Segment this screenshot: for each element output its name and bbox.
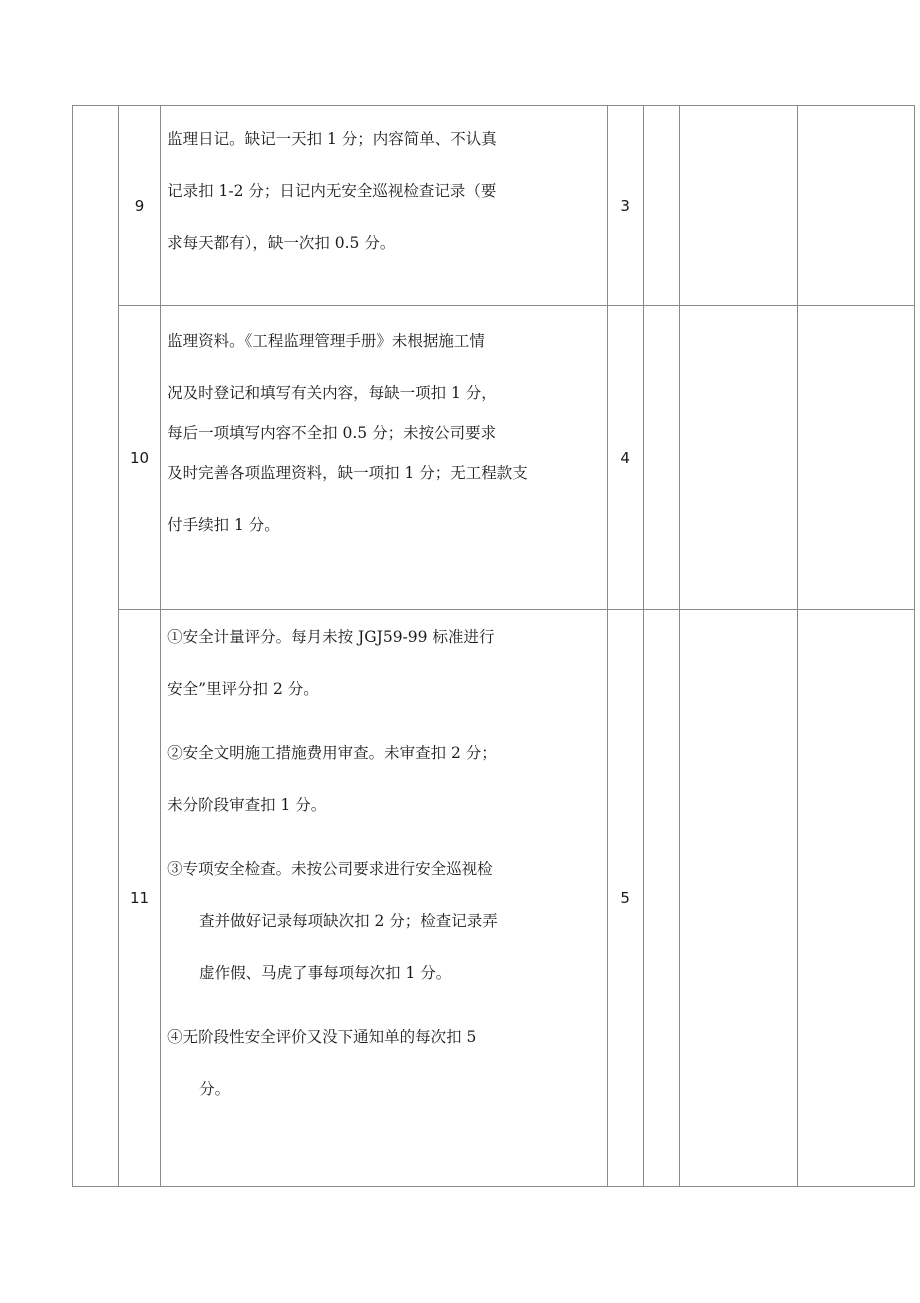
- item-number: 9: [119, 106, 161, 306]
- item-score: 3: [607, 106, 643, 306]
- sub-item: [167, 1024, 601, 1102]
- content-line: 未分阶段审查扣 1 分。: [167, 796, 327, 814]
- blank-cell: [679, 306, 797, 610]
- blank-cell: [797, 106, 914, 306]
- table-row: [73, 306, 915, 610]
- content-line: 每后一项填写内容不全扣 0.5 分；未按公司要求: [167, 424, 497, 442]
- content-line: 求每天都有），缺一次扣 0.5 分。: [167, 234, 396, 252]
- content-line: 安全”里评分扣 2 分。: [167, 680, 319, 698]
- content-line: 监理资料。《工程监理管理手册》未根据施工情: [167, 332, 485, 350]
- content-line: ①安全计量评分。每月未按 JGJ59-99 标准进行: [167, 628, 495, 646]
- content-line: 分。: [199, 1080, 231, 1098]
- blank-cell: [73, 106, 119, 1187]
- sub-item: [167, 740, 601, 818]
- blank-cell: [643, 610, 679, 1187]
- item-content: [161, 106, 608, 306]
- blank-cell: [797, 306, 914, 610]
- sub-item: [167, 856, 601, 986]
- item-number: 10: [119, 306, 161, 610]
- content-line: ②安全文明施工措施费用审查。未审查扣 2 分；: [167, 744, 497, 762]
- content-line: 监理日记。缺记一天扣 1 分；内容简单、不认真: [167, 130, 497, 148]
- sub-item: [167, 624, 601, 702]
- blank-cell: [643, 106, 679, 306]
- blank-cell: [679, 610, 797, 1187]
- item-score: 5: [607, 610, 643, 1187]
- content-line: 及时完善各项监理资料，缺一项扣 1 分；无工程款支: [167, 464, 528, 482]
- content-line: 查并做好记录每项缺次扣 2 分；检查记录弄: [199, 912, 498, 930]
- table-row: [73, 610, 915, 1187]
- blank-cell: [797, 610, 914, 1187]
- item-content: [161, 306, 608, 610]
- item-number: 11: [119, 610, 161, 1187]
- content-line: 记录扣 1-2 分；日记内无安全巡视检查记录（要: [167, 182, 497, 200]
- content-line: 况及时登记和填写有关内容，每缺一项扣 1 分，: [167, 384, 497, 402]
- content-line: 付手续扣 1 分。: [167, 516, 280, 534]
- blank-cell: [679, 106, 797, 306]
- content-line: ③专项安全检查。未按公司要求进行安全巡视检: [167, 860, 493, 878]
- item-content: [161, 610, 608, 1187]
- blank-cell: [643, 306, 679, 610]
- content-line: 虚作假、马虎了事每项每次扣 1 分。: [199, 964, 452, 982]
- content-line: ④无阶段性安全评价又没下通知单的每次扣 5: [167, 1028, 477, 1046]
- table-row: [73, 106, 915, 306]
- scoring-table: [72, 105, 915, 1187]
- item-score: 4: [607, 306, 643, 610]
